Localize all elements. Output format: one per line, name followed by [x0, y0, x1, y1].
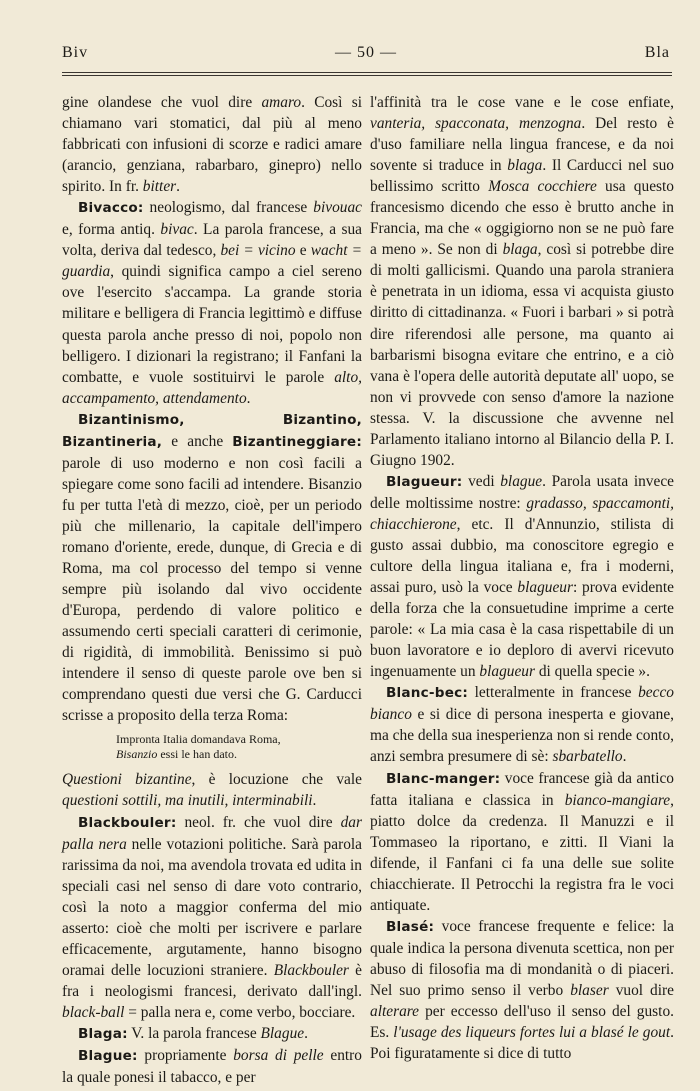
entry-bizantinismo: Bizantinismo, Bizantino, Bizantineria, e anche Bizantineggiare: parole di uso moderno e non così facili a spiegare come sono facili ad intendere. Bisanzio fu per tutta l'età di mezzo, cioè, per un periodo più che millenario, la capitale dell'impero romano d'oriente, erede, dunque, di Grecia e di Roma, ma col processo del tempo si venne sempre più isolando dal vivo occidente d'Europa, perdendo di valore politico e assumendo certi speciali caratteri di cerimonie, di rigidità, di immobilità. Benissimo si può intendere il senso di queste parole ove ben si comprendano questi due versi che G. Carducci scrisse a proposito della terza Roma:	[62, 411, 362, 725]
entry-blanc-bec: Blanc-bec: letteralmente in francese becco bianco e si dice di persona inesperta e giovane, ma che della sua inesperienza non si rende conto, anzi sembra presumere di sè: sbarbatello.	[370, 684, 674, 766]
running-header	[62, 44, 670, 68]
entry-blanc-manger: Blanc-manger: voce francese già da antico fatta italiana e classica in bianco-mangiare, piatto dolce da credenza. Il Manuzzi e il Tommaseo la riportano, e zitti. Il Viani la difende, il Fanfani ci fa una delle sue solite chiacchierate. Il Petrocchi la registra fra le voci antiquate.	[370, 769, 674, 914]
entry-blague: Blague: propriamente borsa di pelle entro la quale ponesi il tabacco, e per	[62, 1047, 362, 1087]
header-right-guideword: Bla	[644, 44, 670, 61]
right-column	[370, 92, 674, 1064]
page-number: — 50 —	[335, 44, 397, 61]
verse-quotation: Impronta Italia domandava Roma, Bisanzio essi le han dato.	[116, 732, 281, 762]
headword: Blasé:	[386, 918, 435, 935]
entry-questioni-bizantine: Questioni bizantine, è locuzione che vale questioni sottili, ma inutili, interminabili.	[62, 771, 362, 810]
headword: Blanc-bec:	[386, 685, 469, 702]
headword: Bizantinismo, Bizantino, Bizantineria,	[62, 411, 362, 450]
headword: Blackbouler:	[78, 814, 177, 831]
entry-continuation-blague: l'affinità tra le cose vane e le cose enfiate, vanteria, spacconata, menzogna. Del resto è d'uso familiare nella lingua francese, e da noi sovente si traduce in blaga. Il Carducci nel suo bellissimo scritto Mosca cocchiere usa questo francesismo dicendo che esso è brutto anche in Francia, ma che « oggigiorno non se ne può fare a meno ». Se non di blaga, così si potrebbe dire di molti gallicismi. Quando una parola straniera è penetrata in un idioma, essa vi acquista giusto diritto di cittadinanza. « Fuori i barbari » si potrà dire riferendosi alle persone, ma quanto ai barbarismi bisogna evitare che entrino, e a ciò vana è l'opera delle autorità deputate all' uopo, se non vi provvede con senso d'amore la nazione stessa. V. la discussione che avvenne nel Parlamento italiano intorno al Bilancio della P. I. Giugno 1902.	[370, 94, 674, 469]
headword: Bizantineggiare:	[232, 433, 362, 450]
entry-blackbouler: Blackbouler: neol. fr. che vuol dire dar palla nera nelle votazioni politiche. Sarà parola rarissima da noi, ma avendola trovata ed udita in speciali casi nel senso di dare voto contrario, così la noto a maggior conferma del mio asserto: cioè che molti per iscrivere e parlare efficacemente, argutamente, hanno bisogno oramai delle locuzioni straniere. Blackbouler è fra i neologismi francesi, derivato dall'ingl. black-ball = palla nera e, come verbo, bocciare.	[62, 813, 362, 1021]
header-left-guideword: Biv	[62, 44, 89, 61]
left-column	[62, 92, 362, 1088]
headword: Blagueur:	[386, 473, 463, 490]
entry-continuation-bitter: gine olandese che vuol dire amaro. Così si chiamano vari stomatici, dal più al meno fabbricati con infusioni di scorze e radici amare (arancio, genziana, rabarbaro, ginepro) nello spirito. In fr. bitter.	[62, 94, 362, 196]
entry-blagueur: Blagueur: vedi blague. Parola usata invece delle moltissime nostre: gradasso, spaccamonti, chiacchierone, etc. Il d'Annunzio, stilista di gusto assai dubbio, ma conoscitore egregio e cultore della lingua italiana e, fra i moderni, assai puro, usò la voce blagueur: prova evidente della forza che la consuetudine imprime a certe parole: « La mia casa è la casa rispettabile di un buon lavoratore e io deploro di avervi ricevuto ingenuamente un blagueur di quella specie ».	[370, 472, 674, 681]
entry-blaga: Blaga: V. la parola francese Blague.	[78, 1024, 308, 1042]
entry-bivacco: Bivacco: neologismo, dal francese bivouac e, forma antiq. bivac. La parola francese, a sua volta, deriva dal tedesco, bei = vicino e wacht = guardia, quindi significa campo a ciel sereno ove l'esercito s'accampa. La grande storia militare e belligera di Francia legittimò e diffuse questa parola anche presso di noi, popolo non belligero. I dizionari la registrano; il Fanfani la combatte, e vuole sostituirvi le parole alto, accampamento, attendamento.	[62, 199, 363, 407]
entry-blase: Blasé: voce francese frequente e felice: la quale indica la persona divenuta scettica, non per abuso di filosofia ma di mondanità o di piaceri. Nel suo primo senso il verbo blaser vuol dire alterare per eccesso dell'uso il senso del gusto. Es. l'usage des liqueurs fortes lui a blasé le gout. Poi figuratamente si dice di tutto	[370, 917, 674, 1063]
headword: Blaga:	[78, 1025, 128, 1042]
header-rule-secondary	[62, 75, 672, 76]
headword: Blanc-manger:	[386, 770, 501, 787]
headword: Bivacco:	[78, 200, 144, 217]
headword: Blague:	[78, 1048, 138, 1065]
header-rule	[62, 72, 672, 73]
